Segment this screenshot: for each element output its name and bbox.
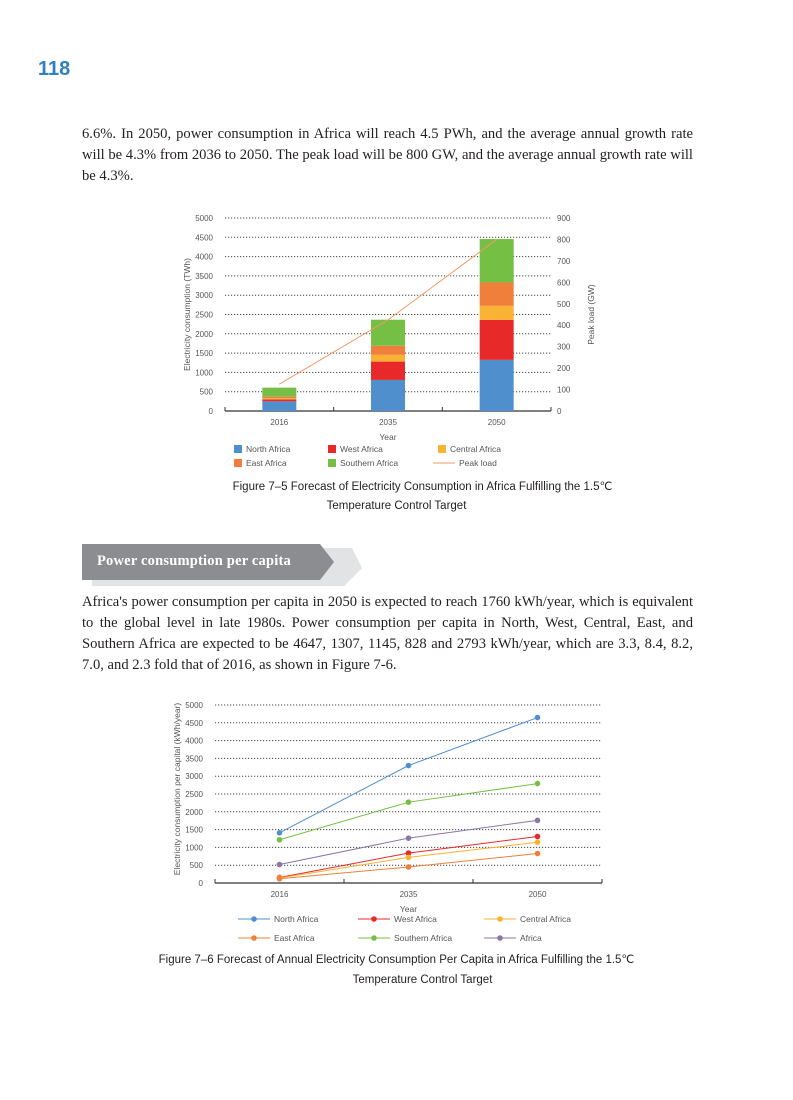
legend-label: Southern Africa	[394, 933, 453, 943]
right-y-axis-title: Peak load (GW)	[586, 284, 596, 345]
data-point	[535, 851, 541, 857]
data-point	[406, 835, 412, 841]
y-axis-title: Electricity consumption (TWh)	[182, 258, 192, 371]
legend-label: Peak load	[459, 458, 497, 468]
y-tick-label: 500	[189, 861, 203, 871]
legend-label: North Africa	[274, 914, 319, 924]
legend-marker	[497, 935, 503, 941]
legend-marker	[371, 935, 377, 941]
right-y-tick-label: 700	[557, 256, 571, 266]
data-point	[277, 876, 283, 882]
right-y-tick-label: 300	[557, 342, 571, 352]
legend-marker	[371, 916, 377, 922]
data-point	[406, 855, 412, 861]
data-point	[277, 837, 283, 843]
y-tick-label: 1500	[195, 349, 213, 359]
x-tick-label: 2050	[528, 890, 547, 899]
figure-7-6-caption-line1: Figure 7–6 Forecast of Annual Electricity Consumption Per Capita in Africa Fulfilling the 1.5℃	[158, 954, 635, 966]
legend-label: Southern Africa	[340, 458, 399, 468]
data-point	[535, 715, 541, 721]
x-tick-label: 2016	[270, 418, 289, 427]
y-tick-label: 0	[198, 879, 203, 888]
legend-label: West Africa	[340, 444, 383, 454]
right-y-tick-label: 200	[557, 364, 571, 374]
right-y-tick-label: 600	[557, 278, 571, 288]
legend-label: Africa	[520, 933, 542, 943]
y-tick-label: 3000	[195, 291, 213, 301]
data-point	[406, 799, 412, 805]
y-tick-label: 4500	[195, 233, 213, 243]
legend-marker	[251, 935, 257, 941]
figure-7-5-caption-line1: Figure 7–5 Forecast of Electricity Consumption in Africa Fulfilling the 1.5℃	[232, 481, 613, 493]
data-point	[277, 830, 283, 836]
data-point	[406, 864, 412, 870]
y-tick-label: 5000	[195, 214, 213, 223]
body-paragraph-2: Africa's power consumption per capita in 2050 is expected to reach 1760 kWh/year, which is equivalent to the global level in late 1980s. Power consumption per capita in North, West, Central, East, and Southern Africa are expected to be 4647, 1307, 1145, 828 and 2793 kWh/year, which are 3.3, 8.4, 8.2, 7.0, and 2.3 fold that of 2016, as shown in Figure 7-6.	[82, 594, 693, 673]
y-tick-label: 3500	[195, 271, 213, 281]
y-tick-label: 5000	[185, 701, 203, 710]
right-y-tick-label: 900	[557, 214, 571, 223]
x-axis-title: Year	[399, 904, 418, 914]
legend-label: Central Africa	[520, 914, 572, 924]
y-tick-label: 2000	[185, 807, 203, 817]
y-axis-title: Electricity consumption per capital (kWh/year)	[172, 702, 182, 876]
page-number: 118	[38, 58, 71, 80]
y-tick-label: 1500	[185, 825, 203, 835]
legend-marker	[251, 916, 257, 922]
y-tick-label: 4000	[195, 252, 213, 262]
y-tick-label: 1000	[195, 368, 213, 378]
right-y-tick-label: 800	[557, 235, 571, 245]
y-tick-label: 3500	[185, 754, 203, 764]
figure-7-6-caption-line2: Temperature Control Target	[352, 974, 493, 986]
right-y-tick-label: 500	[557, 299, 571, 309]
data-point	[277, 862, 283, 868]
series-line-north-africa	[280, 718, 538, 833]
body-paragraph-1: 6.6%. In 2050, power consumption in Africa will reach 4.5 PWh, and the average annual growth rate will be 4.3% from 2036 to 2050. The peak load will be 800 GW, and the average annual growth rate will be 4.3%.	[82, 126, 693, 184]
legend-label: East Africa	[274, 933, 315, 943]
y-tick-label: 1000	[185, 843, 203, 853]
y-tick-label: 3000	[185, 772, 203, 782]
legend-label: West Africa	[394, 914, 437, 924]
x-tick-label: 2050	[487, 418, 506, 427]
x-tick-label: 2035	[399, 890, 418, 899]
y-tick-label: 4500	[185, 718, 203, 728]
y-tick-label: 2000	[195, 329, 213, 339]
y-tick-label: 4000	[185, 736, 203, 746]
y-tick-label: 0	[208, 407, 213, 416]
x-tick-label: 2016	[270, 890, 289, 899]
data-point	[535, 781, 541, 787]
x-axis-title: Year	[379, 432, 397, 442]
legend-label: East Africa	[246, 458, 287, 468]
data-point	[406, 763, 412, 769]
right-y-tick-label: 400	[557, 321, 571, 331]
y-tick-label: 500	[199, 387, 213, 397]
legend-label: North Africa	[246, 444, 291, 454]
legend-marker	[497, 916, 503, 922]
legend-label: Central Africa	[450, 444, 502, 454]
data-point	[535, 839, 541, 845]
section-heading: Power consumption per capita	[97, 553, 291, 569]
data-point	[535, 818, 541, 824]
right-y-tick-label: 100	[557, 385, 571, 395]
y-tick-label: 2500	[185, 790, 203, 799]
right-y-tick-label: 0	[557, 407, 562, 416]
data-point	[535, 834, 541, 840]
figure-7-5-caption-line2: Temperature Control Target	[326, 500, 467, 512]
y-tick-label: 2500	[195, 310, 213, 320]
x-tick-label: 2035	[379, 418, 397, 427]
